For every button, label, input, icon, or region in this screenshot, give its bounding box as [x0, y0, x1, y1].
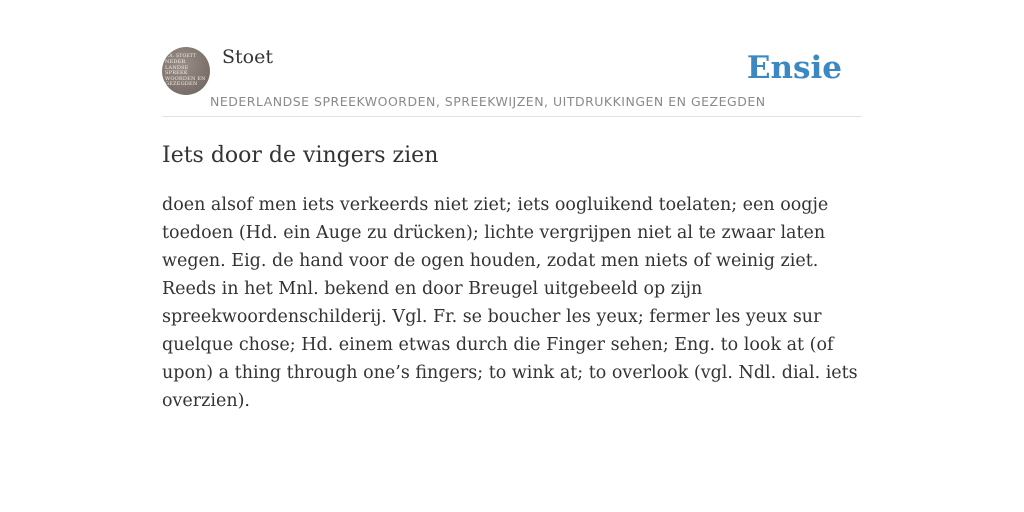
source-subtitle[interactable]: NEDERLANDSE SPREEKWOORDEN, SPREEKWIJZEN, UITDRUKKINGEN EN GEZEGDEN	[210, 94, 766, 109]
avatar-body-lines: NEDER LANDSE SPREEK WOORDEN EN GEZEGDEN	[165, 59, 206, 88]
author-name[interactable]: Stoet	[222, 46, 273, 68]
entry-title: Iets door de vingers zien	[162, 143, 439, 168]
entry-header	[162, 44, 862, 117]
avatar-top-line: F.A. STOETT	[165, 54, 197, 59]
entry-card	[162, 44, 862, 415]
entry-definition: doen alsof men iets verkeerds niet ziet; iets oogluikend toelaten; een oogje toedoen (Hd. ein Auge zu drücken); lichte vergrijpen niet al te zwaar laten wegen. Eig. de hand voor de ogen houden, zodat men niets of weinig ziet. Reeds in het Mnl. bekend en door Breugel uitgebeeld op zijn spreekwoordenschilderij. Vgl. Fr. se boucher les yeux; fermer les yeux sur quelque chose; Hd. einem etwas durch die Finger sehen; Eng. to look at (of upon) a thing through one’s fingers; to wink at; to overlook (vgl. Ndl. dial. iets overzien).	[162, 195, 858, 411]
brand-logo[interactable]: Ensie	[746, 50, 842, 86]
book-cover-avatar[interactable]	[162, 47, 210, 95]
